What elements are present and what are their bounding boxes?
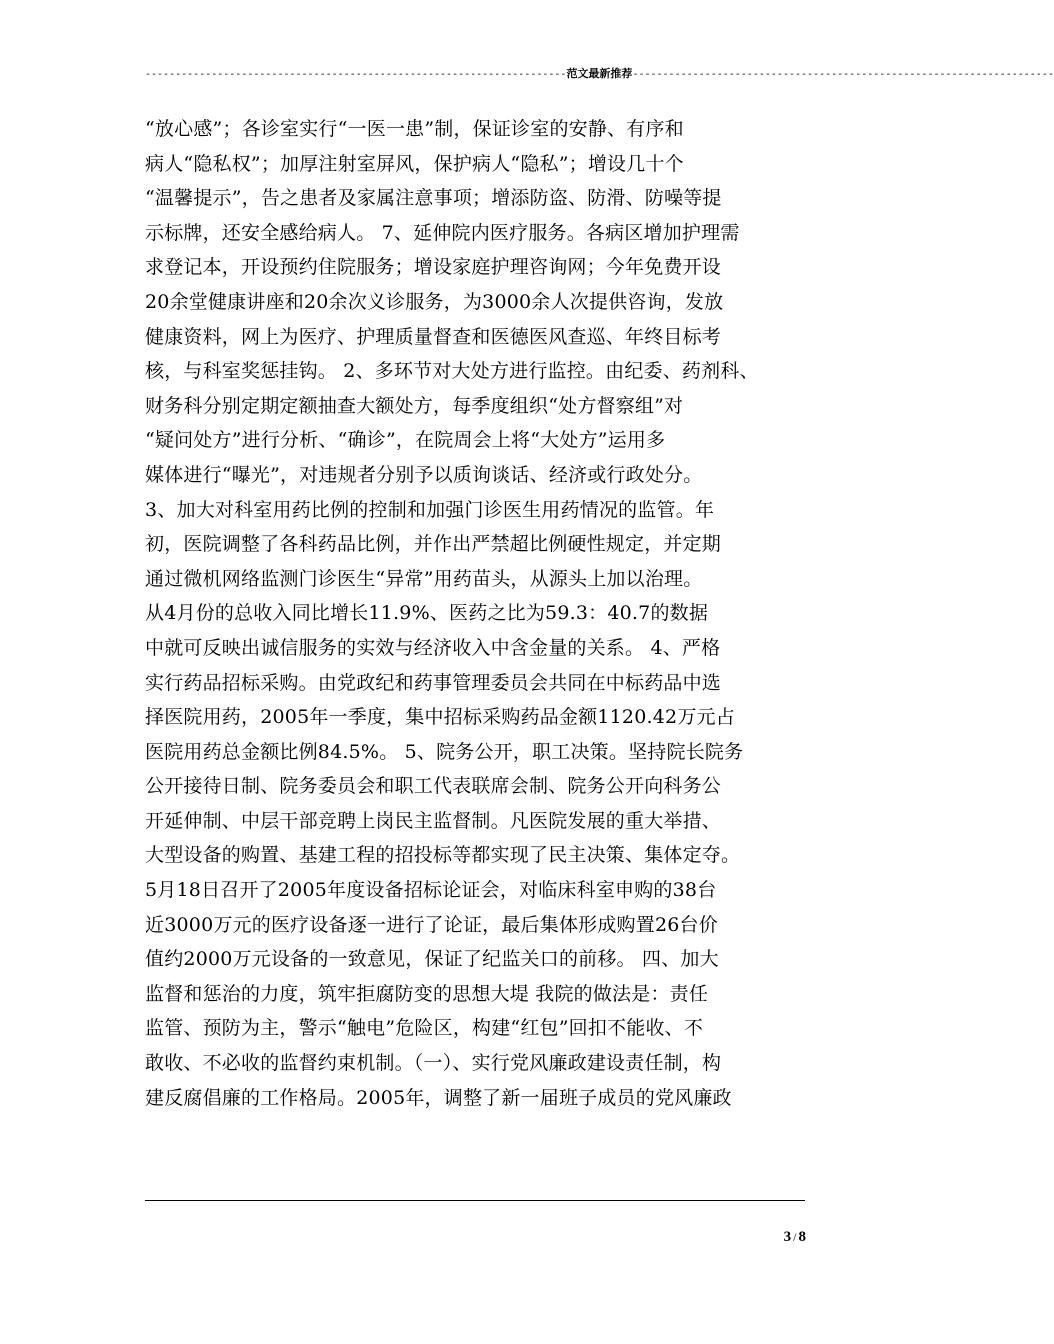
header-right-rule: ---------------------------------------------------------------------- [632,69,1054,80]
body-line: 病人“隐私权”；加厚注射室屏风，保护病人“隐私”；增设几十个 [145,152,684,175]
header-left-rule: ---------------------------------------------------------------------- [145,69,567,80]
page-number [784,1229,806,1246]
body-line: 近3000万元的医疗设备逐一进行了论证，最后集体形成购置26台价 [145,913,718,936]
page-current: 3 [783,1229,792,1245]
body-line: 媒体进行“曝光”，对违规者分别予以质询谈话、经济或行政处分。 [145,463,703,486]
body-line: 监督和惩治的力度，筑牢拒腐防变的思想大堤 我院的做法是：责任 [145,982,709,1005]
page-header [145,66,1054,83]
body-line: 医院用药总金额比例84.5%。 5、院务公开，职工决策。坚持院长院务 [145,740,744,763]
page-separator: / [793,1230,797,1244]
body-line: “疑问处方”进行分析、“确诊”，在院周会上将“大处方”运用多 [145,429,666,452]
body-line: 监管、预防为主，警示“触电”危险区，构建“红包”回扣不能收、不 [145,1017,704,1040]
body-line: 健康资料，网上为医疗、护理质量督查和医德医风查巡、年终目标考 [145,325,722,348]
body-line: 值约2000万元设备的一致意见，保证了纪监关口的前移。 四、加大 [145,948,719,971]
body-line: 20余堂健康讲座和20余次义诊服务，为3000余人次提供咨询，发放 [145,290,724,313]
body-line: 从4月份的总收入同比增长11.9%、医药之比为59.3：40.7的数据 [145,602,709,625]
body-line: 实行药品招标采购。由党政纪和药事管理委员会共同在中标药品中选 [145,671,722,694]
body-line: “放心感”；各诊室实行“一医一患”制，保证诊室的安静、有序和 [145,118,684,140]
body-line: 核，与科室奖惩挂钩。 2、多环节对大处方进行监控。由纪委、药剂科、 [145,360,759,383]
page-total: 8 [798,1229,806,1245]
body-line: 公开接待日制、院务委员会和职工代表联席会制、院务公开向科务公 [145,775,722,798]
body-line: 择医院用药，2005年一季度，集中招标采购药品金额1120.42万元占 [145,706,735,729]
body-line: 示标牌，还安全感给病人。 7、延伸院内医疗服务。各病区增加护理需 [145,221,740,244]
header-title: 范文最新推荐 [566,67,633,80]
body-line: 开延伸制、中层干部竞聘上岗民主监督制。凡医院发展的重大举措、 [145,809,722,832]
body-line: 通过微机网络监测门诊医生“异常”用药苗头，从源头上加以治理。 [145,567,703,590]
body-line: 财务科分别定期定额抽查大额处方，每季度组织“处方督察组”对 [145,394,684,417]
document-body [145,112,807,1115]
body-line: 求登记本，开设预约住院服务；增设家庭护理咨询网；今年免费开设 [145,256,722,279]
body-line: 中就可反映出诚信服务的实效与经济收入中含金量的关系。 4、严格 [145,636,721,659]
body-line: 建反腐倡廉的工作格局。2005年，调整了新一届班子成员的党风廉政 [145,1086,732,1109]
body-line: 5月18日召开了2005年度设备招标论证会，对临床科室申购的38台 [145,879,717,902]
footer-divider [145,1200,805,1201]
body-line: 3、加大对科室用药比例的控制和加强门诊医生用药情况的监管。年 [145,498,715,521]
body-line: “温馨提示”，告之患者及家属注意事项；增添防盗、防滑、防噪等提 [145,187,722,210]
body-line: 大型设备的购置、基建工程的招投标等都实现了民主决策、集体定夺。 [145,844,741,867]
body-line: 初，医院调整了各科药品比例，并作出严禁超比例硬性规定，并定期 [145,533,722,556]
body-line: 敢收、不必收的监督约束机制。（一）、实行党风廉政建设责任制，构 [145,1052,722,1075]
